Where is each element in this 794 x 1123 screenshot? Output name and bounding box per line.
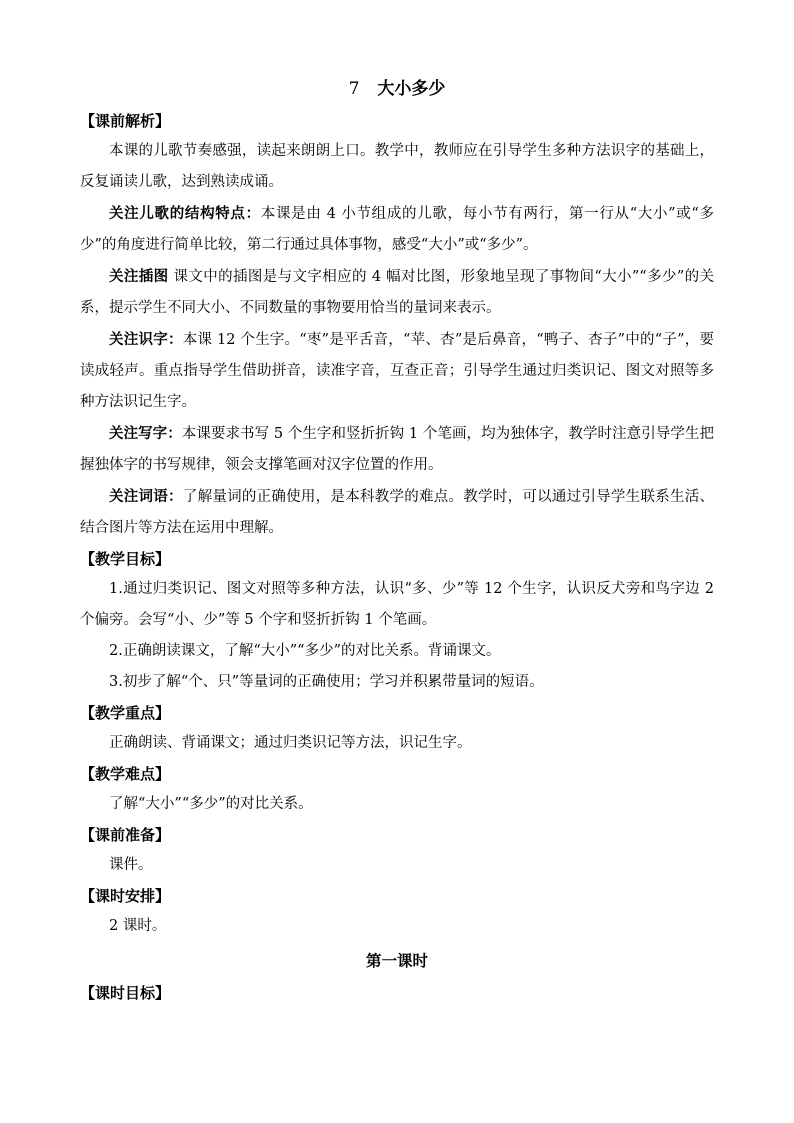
- analysis-point-lead: 关注儿歌的结构特点：: [109, 205, 261, 222]
- analysis-point-text: 本课是由 4 小节组成的儿歌，每小节有两行，第一行从“大小”或“多少”的角度进行简单比较，第二行通过具体事物，感受“大小”或“多少”。: [80, 206, 715, 253]
- key-points-text: 正确朗读、背诵课文；通过归类识记等方法，识记生字。: [109, 735, 472, 751]
- pre-analysis-heading: 【课前解析】: [80, 112, 171, 130]
- analysis-point: [80, 481, 714, 544]
- analysis-point-text: 了解量词的正确使用，是本科教学的难点。教学时，可以通过引导学生联系生活、结合图片等方法在运用中理解。: [80, 489, 714, 536]
- analysis-point-lead: 关注写字：: [109, 425, 182, 442]
- preparation-text: 课件。: [109, 857, 153, 873]
- analysis-point-lead: 关注词语：: [109, 488, 183, 505]
- analysis-point: [80, 198, 714, 261]
- schedule-text: 2 课时。: [109, 918, 167, 934]
- first-lesson-title: 第一课时: [365, 951, 428, 970]
- preparation-heading: 【课前准备】: [80, 826, 171, 844]
- difficulties-heading: 【教学难点】: [80, 765, 171, 783]
- schedule-heading: 【课时安排】: [80, 887, 171, 905]
- key-points-heading: 【教学重点】: [80, 704, 171, 722]
- lesson-number: 7: [348, 79, 360, 99]
- analysis-point: [80, 418, 714, 481]
- lesson-title-text: 大小多少: [377, 79, 446, 99]
- analysis-point: [80, 261, 714, 324]
- analysis-point: [80, 324, 714, 418]
- analysis-point-text: 本课要求书写 5 个生字和竖折折钩 1 个笔画，均为独体字，教学时注意引导学生把握独体字的书写规律，领会支撑笔画对汉字位置的作用。: [80, 426, 714, 473]
- analysis-point-text: 课文中的插图是与文字相应的 4 幅对比图，形象地呈现了事物间“大小”“多少”的关系，提示学生不同大小、不同数量的事物要用恰当的量词来表示。: [80, 269, 715, 316]
- analysis-point-text: 本课 12 个生字。“枣”是平舌音，“苹、杏”是后鼻音，“鸭子、杏子”中的“子”，要读成轻声。重点指导学生借助拼音，读准字音，互查正音；引导学生通过归类识记、图文对照等多种方法识记生字。: [80, 332, 714, 410]
- goals-heading: 【教学目标】: [80, 550, 171, 568]
- goal-item: 1.通过归类识记、图文对照等多种方法，认识“多、少”等 12 个生字，认识反犬旁和鸟字边 2 个偏旁。会写“小、少”等 5 个字和竖折折钩 1 个笔画。: [80, 581, 714, 628]
- analysis-point-lead: 关注识字：: [109, 331, 183, 348]
- goal-item: 2.正确朗读课文，了解“大小”“多少”的对比关系。背诵课文。: [109, 643, 501, 659]
- goal-item: 3.初步了解“个、只”等量词的正确使用；学习并积累带量词的短语。: [109, 674, 544, 690]
- lesson-title: [80, 74, 714, 104]
- lesson-goals-heading: 【课时目标】: [80, 984, 171, 1002]
- pre-analysis-intro: 本课的儿歌节奏感强，读起来朗朗上口。教学中，教师应在引导学生多种方法识字的基础上，反复诵读儿歌，达到熟读成诵。: [80, 143, 714, 190]
- difficulties-text: 了解“大小”“多少”的对比关系。: [109, 796, 313, 812]
- analysis-point-lead: 关注插图: [109, 268, 169, 285]
